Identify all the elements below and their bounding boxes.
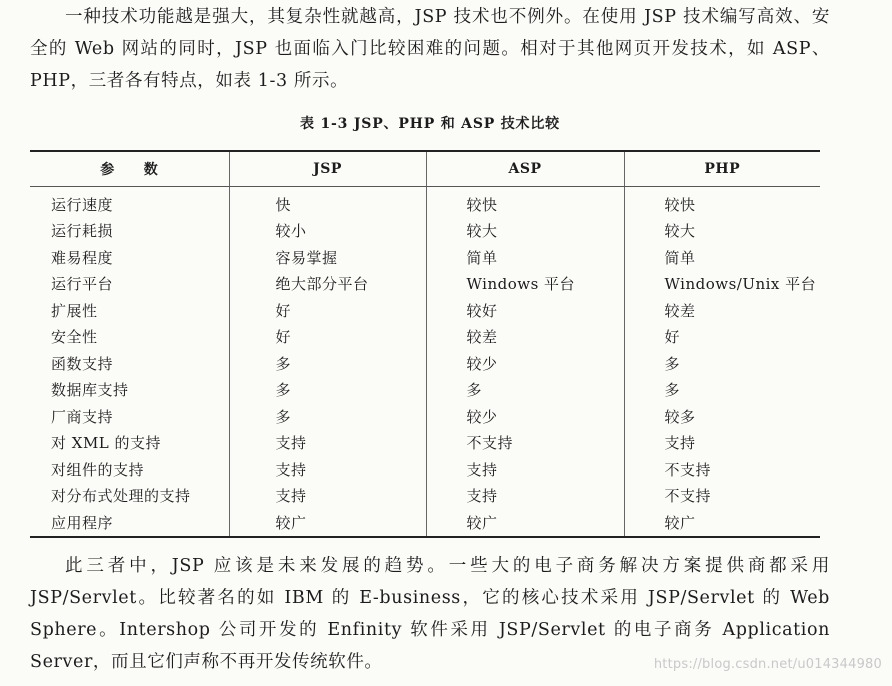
php-value: 不支持	[624, 456, 820, 483]
intro-paragraph: 一种技术功能越是强大，其复杂性就越高，JSP 技术也不例外。在使用 JSP 技术编写高效、安全的 Web 网站的同时，JSP 也面临入门比较困难的问题。相对于其他网页开发技术，如 ASP、PHP，三者各有特点，如表 1-3 所示。	[30, 7, 830, 91]
jsp-value: 较广	[229, 509, 426, 537]
asp-value: 较少	[426, 350, 624, 377]
jsp-value: 绝大部分平台	[229, 271, 426, 298]
asp-value: 较大	[426, 218, 624, 245]
table-row	[30, 297, 820, 324]
jsp-value: 支持	[229, 456, 426, 483]
jsp-value: 较小	[229, 218, 426, 245]
row-label: 函数支持	[51, 354, 114, 373]
watermark-text: https://blog.csdn.net/u014344980	[653, 657, 882, 672]
php-value: 较大	[624, 218, 820, 245]
jsp-value: 多	[229, 403, 426, 430]
row-label: 扩展性	[51, 301, 98, 320]
table-row	[30, 483, 820, 510]
header-cell-parameter: 参 数	[30, 151, 229, 187]
table-row	[30, 271, 820, 298]
table-row	[30, 377, 820, 404]
asp-value: 较少	[426, 403, 624, 430]
asp-value: 较广	[426, 509, 624, 537]
row-label: 运行速度	[51, 195, 114, 214]
php-value: 好	[624, 324, 820, 351]
closing-paragraph: 此三者中，JSP 应该是未来发展的趋势。一些大的电子商务解决方案提供商都采用 JSP/Servlet。比较著名的如 IBM 的 E-business，它的核心技术采用 JSP/Servlet 的 Web Sphere。Intershop 公司开发的 Enfinity 软件采用 JSP/Servlet 的电子商务 Application Server，而且它们声称不再开发传统软件。	[30, 556, 830, 672]
asp-value: 不支持	[426, 430, 624, 457]
table-row	[30, 430, 820, 457]
asp-value: 较快	[426, 187, 624, 218]
php-value: Windows/Unix 平台	[624, 271, 820, 298]
table-row	[30, 187, 820, 218]
asp-value: 支持	[426, 483, 624, 510]
row-label: 应用程序	[30, 509, 229, 537]
php-value: 多	[624, 377, 820, 404]
php-value: 较差	[624, 297, 820, 324]
php-value: 较广	[624, 509, 820, 537]
php-value: 较快	[624, 187, 820, 218]
jsp-value: 好	[229, 297, 426, 324]
row-label: 厂商支持	[51, 407, 114, 426]
row-label: 对 XML 的支持	[51, 434, 162, 453]
table-caption: 表 1-3 JSP、PHP 和 ASP 技术比较	[300, 116, 560, 132]
jsp-value: 支持	[229, 430, 426, 457]
comparison-table	[30, 150, 820, 538]
jsp-value: 多	[229, 377, 426, 404]
asp-value: 较好	[426, 297, 624, 324]
row-label: 安全性	[51, 328, 98, 347]
table-row	[30, 218, 820, 245]
row-label: 对分布式处理的支持	[51, 487, 191, 506]
table-row	[30, 350, 820, 377]
row-label: 数据库支持	[51, 381, 129, 400]
table-row	[30, 403, 820, 430]
php-value: 简单	[624, 244, 820, 271]
jsp-value: 容易掌握	[229, 244, 426, 271]
header-cell-asp: ASP	[426, 151, 624, 187]
php-value: 不支持	[624, 483, 820, 510]
php-value: 较多	[624, 403, 820, 430]
asp-value: Windows 平台	[426, 271, 624, 298]
asp-value: 简单	[426, 244, 624, 271]
row-label: 难易程度	[51, 248, 114, 267]
header-cell-jsp: JSP	[229, 151, 426, 187]
jsp-value: 快	[229, 187, 426, 218]
jsp-value: 好	[229, 324, 426, 351]
asp-value: 较差	[426, 324, 624, 351]
row-label: 运行耗损	[51, 222, 114, 241]
jsp-value: 多	[229, 350, 426, 377]
table-header-row	[30, 151, 820, 187]
table-row	[30, 509, 820, 537]
asp-value: 支持	[426, 456, 624, 483]
php-value: 多	[624, 350, 820, 377]
jsp-value: 支持	[229, 483, 426, 510]
asp-value: 多	[426, 377, 624, 404]
row-label: 对组件的支持	[51, 460, 145, 479]
php-value: 支持	[624, 430, 820, 457]
row-label: 运行平台	[51, 275, 114, 294]
header-cell-php: PHP	[624, 151, 820, 187]
table-row	[30, 456, 820, 483]
table-row	[30, 244, 820, 271]
table-row	[30, 324, 820, 351]
